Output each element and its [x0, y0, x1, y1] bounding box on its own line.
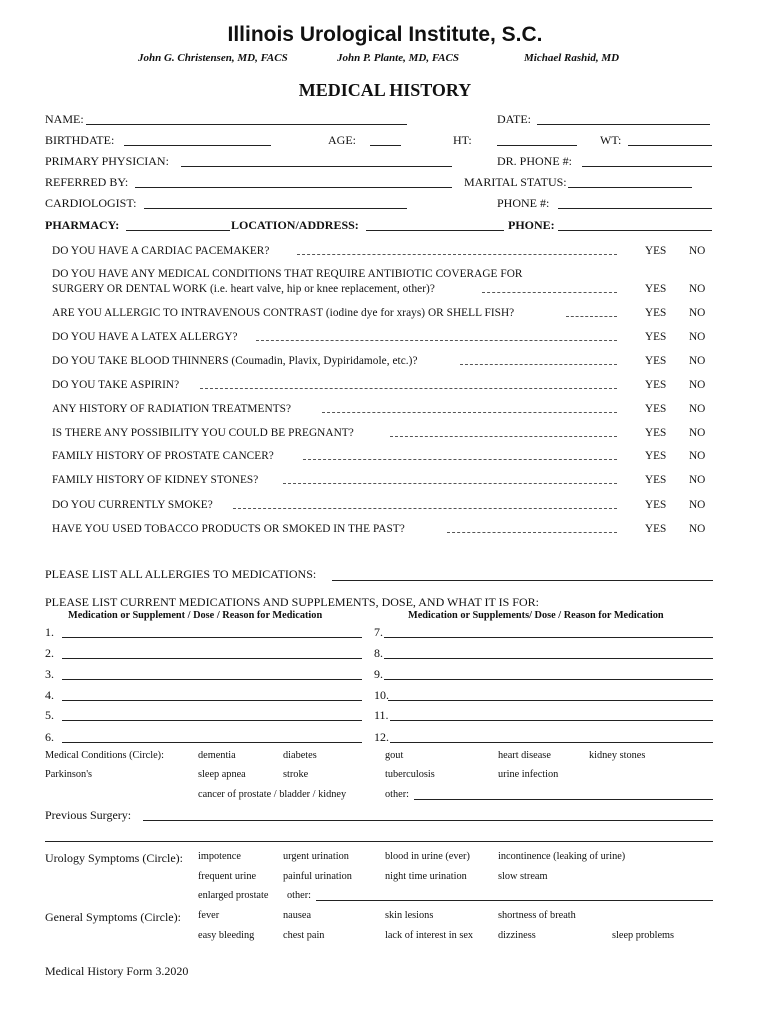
medication-line[interactable] — [62, 720, 362, 721]
birthdate-field[interactable] — [124, 145, 271, 146]
previous-surgery-label: Previous Surgery: — [45, 808, 132, 822]
dr-phone-label: DR. PHONE #: — [497, 154, 573, 168]
symptom-impotence[interactable]: impotence — [198, 851, 241, 862]
no-option[interactable]: NO — [689, 307, 706, 319]
cardiologist-field[interactable] — [144, 208, 407, 209]
no-option[interactable]: NO — [689, 331, 706, 343]
yes-option[interactable]: YES — [645, 245, 667, 257]
medication-line[interactable] — [62, 679, 362, 680]
no-option[interactable]: NO — [689, 450, 706, 462]
yes-option[interactable]: YES — [645, 523, 667, 535]
medication-line[interactable] — [390, 742, 713, 743]
condition-kidney-stones[interactable]: kidney stones — [589, 750, 646, 761]
yes-option[interactable]: YES — [645, 474, 667, 486]
yes-option[interactable]: YES — [645, 499, 667, 511]
medication-line[interactable] — [62, 700, 362, 701]
condition-heart-disease[interactable]: heart disease — [498, 750, 551, 761]
general-sleep-problems[interactable]: sleep problems — [612, 930, 675, 941]
name-field[interactable] — [86, 124, 407, 125]
no-option[interactable]: NO — [689, 523, 706, 535]
yes-option[interactable]: YES — [645, 450, 667, 462]
doctor-name-2: John P. Plante, MD, FACS — [337, 52, 459, 64]
yes-option[interactable]: YES — [645, 403, 667, 415]
urology-symptoms-label: Urology Symptoms (Circle): — [45, 851, 183, 865]
institute-name: Illinois Urological Institute, S.C. — [227, 23, 543, 46]
question-text: HAVE YOU USED TOBACCO PRODUCTS OR SMOKED IN THE PAST? — [52, 523, 405, 535]
question-text: DO YOU TAKE BLOOD THINNERS (Coumadin, Plavix, Dypiridamole, etc.)? — [52, 355, 418, 367]
symptom-painful-urination[interactable]: painful urination — [283, 871, 352, 882]
wt-label: WT: — [600, 133, 622, 147]
symptom-frequent-urine[interactable]: frequent urine — [198, 871, 257, 882]
dotted-leader — [460, 364, 617, 365]
medication-number: 8. — [374, 646, 383, 660]
ht-label: HT: — [453, 133, 472, 147]
medication-number: 2. — [45, 646, 54, 660]
medication-line[interactable] — [62, 742, 362, 743]
symptom-slow-stream[interactable]: slow stream — [498, 871, 548, 882]
yes-option[interactable]: YES — [645, 283, 667, 295]
no-option[interactable]: NO — [689, 379, 706, 391]
medication-number: 12. — [374, 730, 389, 744]
location-field[interactable] — [366, 230, 504, 231]
medication-number: 5. — [45, 708, 54, 722]
question-text: DO YOU HAVE A CARDIAC PACEMAKER? — [52, 245, 270, 257]
yes-option[interactable]: YES — [645, 379, 667, 391]
condition-other-field[interactable] — [414, 799, 713, 800]
no-option[interactable]: NO — [689, 403, 706, 415]
general-easy-bleeding[interactable]: easy bleeding — [198, 930, 255, 941]
medications-column-1-header: Medication or Supplement / Dose / Reason for Medication — [68, 610, 323, 621]
general-symptoms-label: General Symptoms (Circle): — [45, 910, 181, 924]
yes-option[interactable]: YES — [645, 307, 667, 319]
symptom-other-field[interactable] — [316, 900, 713, 901]
medication-line[interactable] — [384, 658, 713, 659]
dotted-leader — [297, 254, 617, 255]
medication-line[interactable] — [388, 700, 713, 701]
medications-column-2-header: Medication or Supplements/ Dose / Reason for Medication — [408, 610, 664, 621]
no-option[interactable]: NO — [689, 245, 706, 257]
question-text: DO YOU CURRENTLY SMOKE? — [52, 499, 213, 511]
question-text: ANY HISTORY OF RADIATION TREATMENTS? — [52, 403, 292, 415]
question-text: FAMILY HISTORY OF PROSTATE CANCER? — [52, 450, 274, 462]
condition-other-label: other: — [385, 789, 410, 800]
symptom-night-time-urination[interactable]: night time urination — [385, 871, 467, 882]
condition-sleep-apnea[interactable]: sleep apnea — [198, 769, 246, 780]
condition-gout[interactable]: gout — [385, 750, 404, 761]
date-field[interactable] — [537, 124, 710, 125]
question-text: DO YOU HAVE ANY MEDICAL CONDITIONS THAT REQUIRE ANTIBIOTIC COVERAGE FOR — [52, 268, 523, 280]
condition-tuberculosis[interactable]: tuberculosis — [385, 769, 435, 780]
referred-by-field[interactable] — [135, 187, 452, 188]
no-option[interactable]: NO — [689, 355, 706, 367]
symptom-other-label: other: — [287, 890, 312, 901]
condition-dementia[interactable]: dementia — [198, 750, 236, 761]
no-option[interactable]: NO — [689, 474, 706, 486]
form-version-footer: Medical History Form 3.2020 — [45, 964, 189, 978]
dotted-leader — [256, 340, 617, 341]
phone-field[interactable] — [558, 208, 712, 209]
condition-urine-infection[interactable]: urine infection — [498, 769, 559, 780]
symptom-enlarged-prostate[interactable]: enlarged prostate — [198, 890, 269, 901]
general-dizziness[interactable]: dizziness — [498, 930, 536, 941]
phone-label: PHONE #: — [497, 196, 550, 210]
dotted-leader — [447, 532, 617, 533]
symptom-incontinence[interactable]: incontinence (leaking of urine) — [498, 851, 626, 862]
general-nausea[interactable]: nausea — [283, 910, 312, 921]
medication-line[interactable] — [62, 658, 362, 659]
medication-number: 6. — [45, 730, 54, 744]
medical-conditions-label: Medical Conditions (Circle): — [45, 750, 164, 761]
previous-surgery-field[interactable] — [143, 820, 713, 821]
medication-line[interactable] — [390, 720, 713, 721]
symptom-blood-in-urine[interactable]: blood in urine (ever) — [385, 851, 470, 862]
no-option[interactable]: NO — [689, 283, 706, 295]
dotted-leader — [390, 436, 617, 437]
age-label: AGE: — [328, 133, 356, 147]
dr-phone-field[interactable] — [582, 166, 712, 167]
doctor-name-1: John G. Christensen, MD, FACS — [138, 52, 288, 64]
question-text: IS THERE ANY POSSIBILITY YOU COULD BE PREGNANT? — [52, 427, 354, 439]
primary-physician-label: PRIMARY PHYSICIAN: — [45, 154, 169, 168]
dotted-leader — [566, 316, 617, 317]
question-text-line-2: SURGERY OR DENTAL WORK (i.e. heart valve, hip or knee replacement, other)? — [52, 283, 435, 295]
allergies-label: PLEASE LIST ALL ALLERGIES TO MEDICATIONS: — [45, 567, 317, 581]
dotted-leader — [322, 412, 617, 413]
yes-option[interactable]: YES — [645, 331, 667, 343]
yes-option[interactable]: YES — [645, 427, 667, 439]
medication-number: 1. — [45, 625, 54, 639]
dotted-leader — [200, 388, 617, 389]
question-text: FAMILY HISTORY OF KIDNEY STONES? — [52, 474, 259, 486]
question-text: DO YOU HAVE A LATEX ALLERGY? — [52, 331, 238, 343]
general-skin-lesions[interactable]: skin lesions — [385, 910, 434, 921]
name-label: NAME: — [45, 112, 84, 126]
date-label: DATE: — [497, 112, 531, 126]
cardiologist-label: CARDIOLOGIST: — [45, 196, 137, 210]
allergies-field[interactable] — [332, 580, 713, 581]
medication-number: 3. — [45, 667, 54, 681]
dotted-leader — [283, 483, 617, 484]
marital-status-field[interactable] — [568, 187, 692, 188]
symptom-urgent-urination[interactable]: urgent urination — [283, 851, 349, 862]
no-option[interactable]: NO — [689, 499, 706, 511]
location-label: LOCATION/ADDRESS: — [231, 218, 359, 232]
dotted-leader — [303, 459, 617, 460]
pharmacy-field[interactable] — [126, 230, 230, 231]
primary-physician-field[interactable] — [181, 166, 452, 167]
medication-number: 4. — [45, 688, 54, 702]
age-field[interactable] — [370, 145, 401, 146]
medication-line[interactable] — [62, 637, 362, 638]
doctor-name-3: Michael Rashid, MD — [524, 52, 620, 64]
condition-cancer[interactable]: cancer of prostate / bladder / kidney — [198, 789, 347, 800]
medication-number: 9. — [374, 667, 383, 681]
question-text: DO YOU TAKE ASPIRIN? — [52, 379, 180, 391]
pharmacy-phone-label: PHONE: — [508, 218, 555, 232]
question-text: ARE YOU ALLERGIC TO INTRAVENOUS CONTRAST (iodine dye for xrays) OR SHELL FISH? — [52, 307, 515, 319]
referred-by-label: REFERRED BY: — [45, 175, 129, 189]
dotted-leader — [482, 292, 617, 293]
wt-field[interactable] — [628, 145, 712, 146]
condition-parkinsons[interactable]: Parkinson's — [45, 769, 93, 780]
condition-diabetes[interactable]: diabetes — [283, 750, 317, 761]
pharmacy-label: PHARMACY: — [45, 218, 120, 232]
previous-surgery-field-2[interactable] — [45, 841, 713, 842]
yes-option[interactable]: YES — [645, 355, 667, 367]
medication-line[interactable] — [384, 637, 713, 638]
ht-field[interactable] — [497, 145, 577, 146]
medication-line[interactable] — [384, 679, 713, 680]
marital-status-label: MARITAL STATUS: — [464, 175, 567, 189]
general-lack-of-interest[interactable]: lack of interest in sex — [385, 930, 474, 941]
pharmacy-phone-field[interactable] — [558, 230, 712, 231]
general-fever[interactable]: fever — [198, 910, 220, 921]
no-option[interactable]: NO — [689, 427, 706, 439]
condition-stroke[interactable]: stroke — [283, 769, 309, 780]
form-title: MEDICAL HISTORY — [298, 80, 472, 100]
medication-number: 11. — [374, 708, 389, 722]
general-shortness-of-breath[interactable]: shortness of breath — [498, 910, 576, 921]
medications-label: PLEASE LIST CURRENT MEDICATIONS AND SUPPLEMENTS, DOSE, AND WHAT IT IS FOR: — [45, 595, 539, 609]
general-chest-pain[interactable]: chest pain — [283, 930, 325, 941]
medication-number: 10. — [374, 688, 389, 702]
birthdate-label: BIRTHDATE: — [45, 133, 115, 147]
dotted-leader — [233, 508, 617, 509]
medication-number: 7. — [374, 625, 383, 639]
